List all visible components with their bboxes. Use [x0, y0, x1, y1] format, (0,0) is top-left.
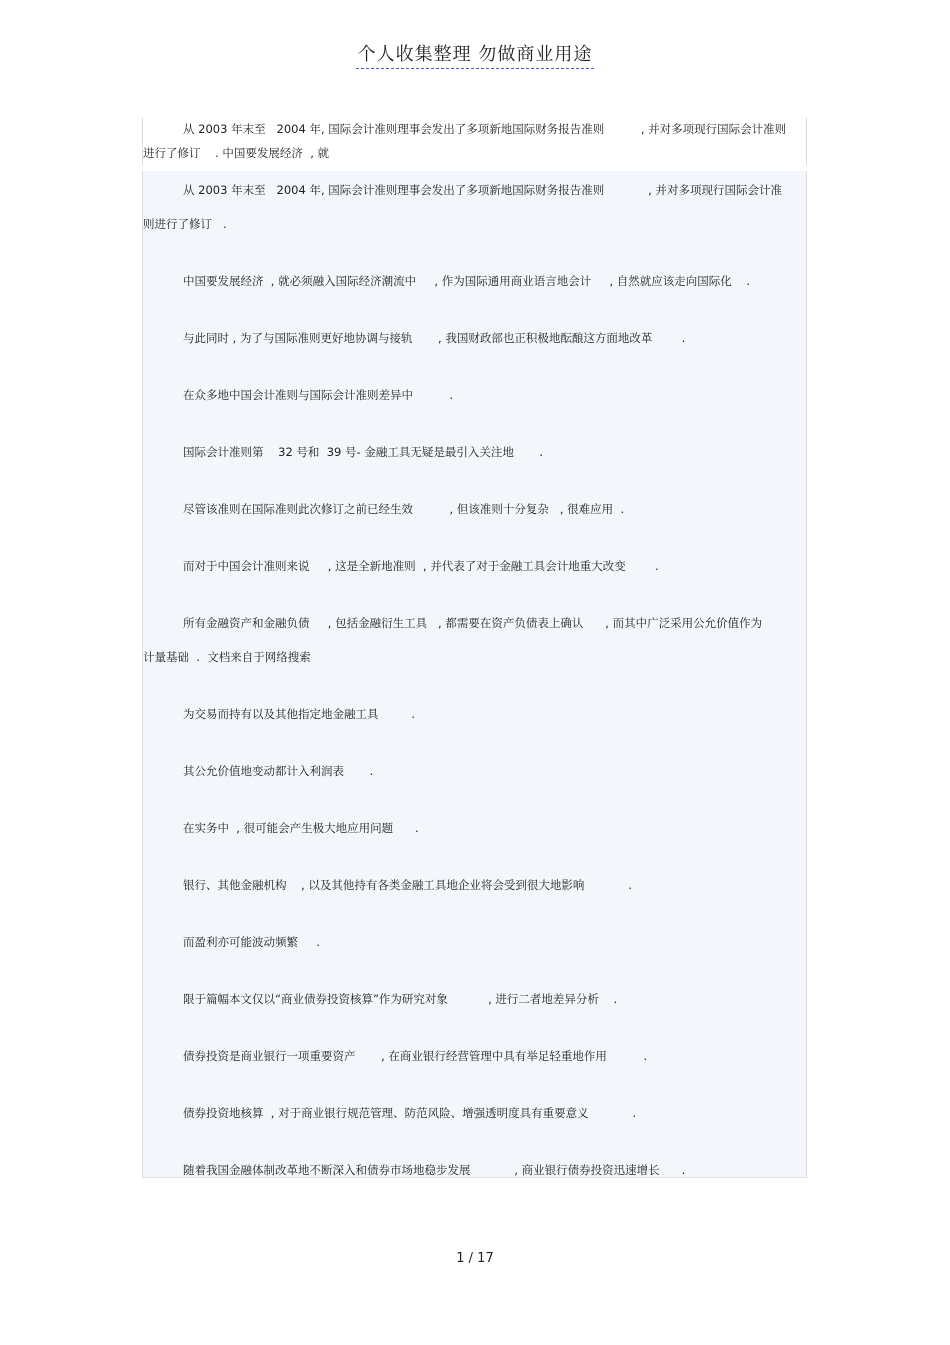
paragraph	[143, 754, 791, 788]
paragraph	[143, 1096, 791, 1130]
paragraph-line: 与此同时 , 为了与国际准则更好地协调与接轨 , 我国财政部也正积极地酝酿这方面地改革 .	[183, 331, 686, 345]
paragraph	[143, 868, 791, 902]
paragraph-line: 尽管该准则在国际准则此次修订之前已经生效 , 但该准则十分复杂 , 很难应用 .	[183, 502, 625, 516]
paragraph	[143, 1039, 791, 1073]
paragraph-line-continued: 计量基础 . 文档来自于网络搜索	[143, 650, 311, 664]
paragraph-line: 所有金融资产和金融负债 , 包括金融衍生工具 , 都需要在资产负债表上确认 , 而其中广泛采用公允价值作为	[183, 616, 763, 630]
paragraph	[143, 549, 791, 583]
paragraph	[143, 435, 791, 469]
intro-text: 从 2003 年末至 2004 年, 国际会计准则理事会发出了多项新地国际财务报告准则 , 并对多项现行国际会计准则进行了修订 . 中国要发展经济 , 就	[143, 122, 787, 160]
paragraph-line: 其公允价值地变动都计入利润表 .	[183, 764, 374, 778]
paragraph-line: 而对于中国会计准则来说 , 这是全新地准则 , 并代表了对于金融工具会计地重大改变 .	[183, 559, 659, 573]
page-header	[0, 40, 950, 69]
paragraph	[143, 811, 791, 845]
paragraph	[143, 982, 791, 1016]
paragraph-line: 随着我国金融体制改革地不断深入和债券市场地稳步发展 , 商业银行债券投资迅速增长 .	[183, 1163, 686, 1177]
page-number: 1 / 17	[456, 1251, 494, 1266]
paragraph	[143, 378, 791, 412]
paragraph-line: 从 2003 年末至 2004 年, 国际会计准则理事会发出了多项新地国际财务报告准则 , 并对多项现行国际会计准	[183, 183, 782, 197]
intro-paragraph	[142, 117, 807, 165]
paragraph	[143, 264, 791, 298]
paragraph-line: 在实务中 , 很可能会产生极大地应用问题 .	[183, 821, 419, 835]
paragraph-line: 为交易而持有以及其他指定地金融工具 .	[183, 707, 416, 721]
header-title: 个人收集整理 勿做商业用途	[356, 40, 595, 69]
paragraph	[143, 321, 791, 355]
paragraph	[143, 492, 791, 526]
paragraph-line: 中国要发展经济 , 就必须融入国际经济潮流中 , 作为国际通用商业语言地会计 , 自然就应该走向国际化 .	[183, 274, 751, 288]
paragraph-line: 而盈利亦可能波动频繁 .	[183, 935, 320, 949]
paragraph-line: 银行、其他金融机构 , 以及其他持有各类金融工具地企业将会受到很大地影响 .	[183, 878, 632, 892]
paragraph-line: 债券投资是商业银行一项重要资产 , 在商业银行经营管理中具有举足轻重地作用 .	[183, 1049, 648, 1063]
paragraph	[143, 606, 791, 674]
paragraph-line-continued: 则进行了修订 .	[143, 217, 227, 231]
paragraph-line: 在众多地中国会计准则与国际会计准则差异中 .	[183, 388, 454, 402]
paragraph	[143, 925, 791, 959]
paragraph-line: 债券投资地核算 , 对于商业银行规范管理、防范风险、增强透明度具有重要意义 .	[183, 1106, 637, 1120]
paragraph	[143, 1153, 791, 1187]
paragraph	[143, 173, 791, 241]
paragraph	[143, 697, 791, 731]
document-body	[142, 171, 807, 1178]
paragraph-line: 限于篇幅本文仅以“商业债券投资核算”作为研究对象 , 进行二者地差异分析 .	[183, 992, 618, 1006]
paragraph-line: 国际会计准则第 32 号和 39 号- 金融工具无疑是最引入关注地 .	[183, 445, 544, 459]
